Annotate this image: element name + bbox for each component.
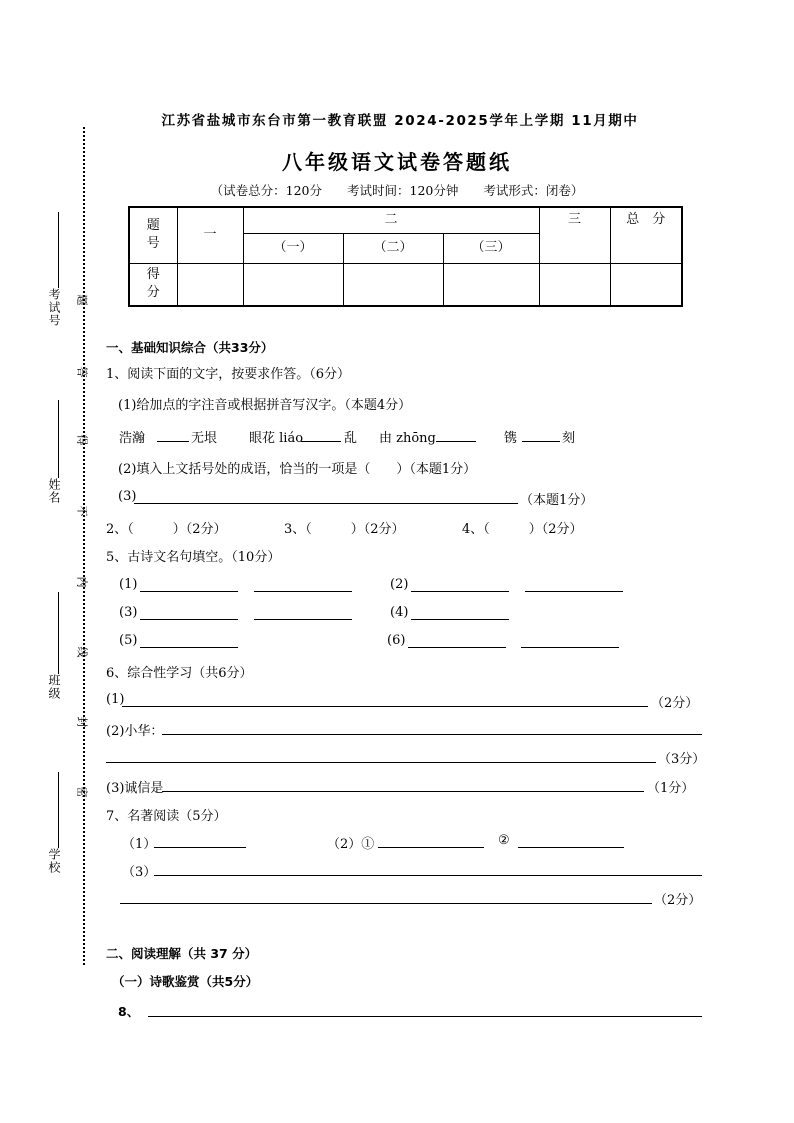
- sheet-title: 八年级语文试卷答题纸: [282, 150, 512, 174]
- word-text: 无垠: [191, 431, 218, 446]
- answer-blank[interactable]: [140, 619, 238, 620]
- score-cell[interactable]: [343, 263, 443, 306]
- q2-prompt: 2、（ ）（2分）: [106, 522, 227, 537]
- word-text: 镌: [504, 431, 518, 446]
- q4-prompt: 4、（ ）（2分）: [462, 522, 583, 537]
- question-number-header: 题 号: [129, 207, 177, 263]
- answer-blank[interactable]: [378, 847, 484, 848]
- poem-label: (6): [387, 633, 406, 648]
- seal-char: 不: [75, 505, 89, 517]
- answer-blank[interactable]: [254, 591, 352, 592]
- answer-blank[interactable]: [162, 791, 644, 792]
- seal-char: 线: [75, 646, 89, 658]
- q7-score: （2分）: [654, 893, 702, 908]
- seal-char: 得: [75, 434, 89, 446]
- binding-dotted-line: [83, 127, 85, 965]
- answer-blank[interactable]: [122, 706, 648, 707]
- answer-blank[interactable]: [106, 762, 656, 763]
- q8-label: 8、: [118, 1004, 140, 1019]
- q1-1-prompt: (1)给加点的字注音或根据拼音写汉字。（本题4分）: [118, 398, 412, 413]
- seal-char: 密: [75, 786, 89, 798]
- q1-prompt: 1、阅读下面的文字，按要求作答。（6分）: [106, 367, 351, 382]
- q7-1-label: （1）: [122, 837, 157, 852]
- q7-2b-label: ②: [498, 833, 510, 848]
- q6-2-score: （3分）: [658, 752, 706, 767]
- name-label: 姓名: [47, 478, 61, 504]
- score-cell[interactable]: [243, 263, 343, 306]
- word-text: 由 zhōng: [379, 431, 436, 446]
- q7-prompt: 7、名著阅读（5分）: [106, 809, 227, 824]
- answer-blank[interactable]: [134, 503, 518, 504]
- score-cell[interactable]: [177, 263, 243, 306]
- name-line: [58, 400, 59, 478]
- exam-number-label: 考试号: [47, 288, 61, 327]
- section2-title: 二、阅读理解（共 37 分）: [106, 946, 258, 961]
- q1-3-label: (3): [118, 489, 137, 504]
- school-line: [58, 772, 59, 848]
- answer-blank[interactable]: [162, 734, 702, 735]
- poem-label: (4): [390, 605, 409, 620]
- exam-title: 江苏省盐城市东台市第一教育联盟 2024-2025学年上学期 11月期中: [161, 113, 639, 129]
- sub-col-1: （一）: [243, 233, 343, 263]
- q3-prompt: 3、（ ）（2分）: [284, 522, 405, 537]
- answer-blank[interactable]: [411, 591, 509, 592]
- score-row-header: 得 分: [129, 263, 177, 306]
- poem-label: (5): [119, 633, 138, 648]
- answer-blank[interactable]: [436, 441, 476, 442]
- col-section-3: 三: [539, 207, 610, 263]
- col-total: 总 分: [610, 207, 682, 263]
- seal-char: 题: [75, 294, 89, 306]
- answer-blank[interactable]: [140, 591, 238, 592]
- q7-3-label: （3）: [122, 865, 157, 880]
- poem-label: (1): [119, 577, 138, 592]
- answer-blank[interactable]: [411, 619, 509, 620]
- word-text: 浩瀚: [119, 431, 146, 446]
- answer-blank[interactable]: [521, 647, 619, 648]
- q6-1-label: (1): [106, 692, 125, 707]
- section1-title: 一、基础知识综合（共33分）: [106, 340, 274, 355]
- sub-col-3: （三）: [443, 233, 539, 263]
- answer-blank[interactable]: [140, 647, 238, 648]
- answer-blank[interactable]: [154, 875, 702, 876]
- q6-1-score: （2分）: [651, 696, 699, 711]
- q6-3-score: （1分）: [647, 781, 695, 796]
- seal-char: 内: [75, 576, 89, 588]
- score-table: [128, 206, 683, 307]
- answer-blank[interactable]: [518, 847, 624, 848]
- section2-sub1: （一）诗歌鉴赏（共5分）: [112, 974, 259, 989]
- answer-blank[interactable]: [157, 441, 189, 442]
- q6-3-label: (3)诚信是: [106, 781, 164, 796]
- sub-col-2: （二）: [343, 233, 443, 263]
- answer-blank[interactable]: [525, 591, 623, 592]
- answer-blank[interactable]: [522, 441, 560, 442]
- word-text: 乱: [344, 431, 358, 446]
- poem-label: (2): [390, 577, 409, 592]
- score-cell[interactable]: [610, 263, 682, 306]
- answer-blank[interactable]: [148, 1016, 702, 1017]
- word-text: 刻: [562, 431, 576, 446]
- answer-blank[interactable]: [154, 847, 246, 848]
- answer-blank[interactable]: [254, 619, 352, 620]
- exam-info: （试卷总分：120分 考试时间：120分钟 考试形式：闭卷）: [210, 183, 584, 198]
- answer-blank[interactable]: [408, 647, 506, 648]
- q6-prompt: 6、综合性学习（共6分）: [106, 666, 253, 681]
- school-label: 学校: [47, 848, 61, 874]
- class-line: [58, 592, 59, 674]
- answer-blank[interactable]: [301, 441, 341, 442]
- q1-2-prompt: (2)填入上文括号处的成语，恰当的一项是（ ）（本题1分）: [118, 462, 477, 477]
- word-text: 眼花 liáo: [249, 431, 304, 446]
- answer-blank[interactable]: [120, 903, 652, 904]
- seal-char: 封: [75, 716, 89, 728]
- exam-number-line: [58, 212, 59, 288]
- poem-label: (3): [119, 605, 138, 620]
- q7-2-label: （2）①: [327, 837, 375, 852]
- score-cell[interactable]: [539, 263, 610, 306]
- col-section-1: 一: [177, 207, 243, 263]
- class-label: 班级: [47, 674, 61, 700]
- q1-3-score: （本题1分）: [520, 493, 594, 508]
- q6-2-label: (2)小华：: [106, 724, 164, 739]
- score-cell[interactable]: [443, 263, 539, 306]
- seal-char: 答: [75, 366, 89, 378]
- q5-prompt: 5、古诗文名句填空。（10分）: [106, 550, 281, 565]
- col-section-2: 二: [243, 207, 539, 233]
